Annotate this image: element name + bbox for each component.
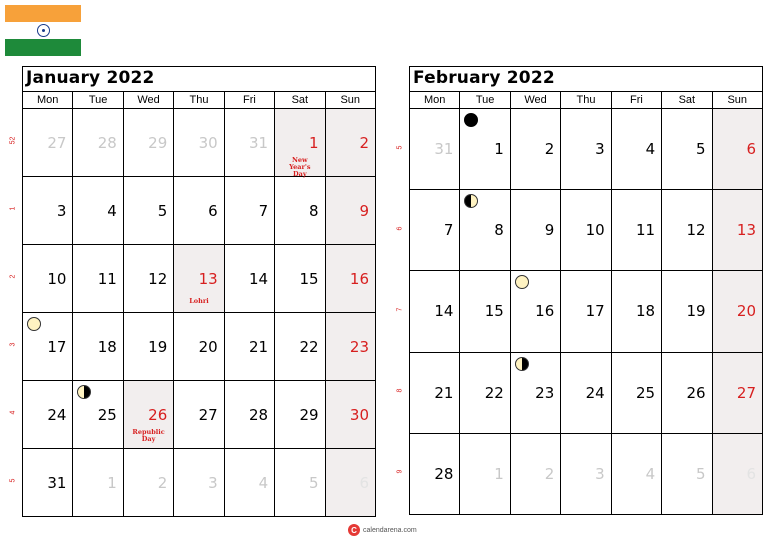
day-number: 21: [434, 383, 454, 402]
calendarena-logo-icon: C: [348, 524, 360, 536]
day-cell[interactable]: [561, 190, 611, 271]
day-number: 4: [258, 473, 269, 492]
day-number: 13: [198, 269, 218, 288]
week-number: 4: [9, 410, 17, 415]
day-number: 1: [494, 140, 504, 159]
day-number: 16: [535, 302, 555, 321]
day-number: 17: [585, 302, 605, 321]
day-cell[interactable]: [174, 177, 224, 245]
day-number: 3: [595, 140, 605, 159]
day-cell[interactable]: [662, 271, 712, 352]
day-cell[interactable]: [174, 109, 224, 177]
month-grid: [22, 91, 376, 517]
full-moon-icon: [515, 275, 529, 289]
day-number: 1: [107, 473, 117, 492]
day-number: 19: [686, 302, 706, 321]
day-cell[interactable]: [561, 271, 611, 352]
day-cell[interactable]: [123, 313, 173, 381]
day-cell[interactable]: [510, 109, 560, 190]
day-cell[interactable]: [611, 433, 661, 514]
day-cell[interactable]: [224, 245, 274, 313]
week-number: 5: [396, 145, 404, 150]
day-number: 2: [544, 464, 555, 483]
week-row: [410, 109, 763, 190]
week-number: 9: [396, 469, 404, 474]
day-cell[interactable]: [712, 109, 762, 190]
day-number: 7: [258, 201, 269, 220]
day-number: 21: [249, 337, 269, 356]
day-number: 14: [249, 269, 269, 288]
day-cell[interactable]: [611, 190, 661, 271]
day-cell[interactable]: [561, 109, 611, 190]
day-cell[interactable]: [73, 177, 123, 245]
day-number: 2: [157, 473, 168, 492]
weekday-header: Wed: [123, 92, 173, 109]
day-cell[interactable]: [410, 109, 460, 190]
day-number: 15: [484, 302, 504, 321]
day-cell[interactable]: [73, 245, 123, 313]
day-cell[interactable]: [174, 449, 224, 517]
day-number: 8: [494, 221, 504, 240]
day-number: 15: [299, 269, 319, 288]
month-title-bar: [409, 66, 763, 91]
day-cell[interactable]: [123, 245, 173, 313]
day-cell[interactable]: [410, 271, 460, 352]
week-number: 7: [396, 307, 404, 312]
day-number: 4: [645, 140, 656, 159]
day-cell[interactable]: [510, 433, 560, 514]
day-number: 6: [359, 473, 369, 492]
day-number: 29: [299, 405, 319, 424]
day-number: 28: [434, 464, 454, 483]
day-cell[interactable]: [224, 177, 274, 245]
weekday-header: Wed: [510, 92, 560, 109]
day-number: 1: [494, 464, 504, 483]
day-cell[interactable]: [23, 109, 73, 177]
day-number: 6: [746, 140, 756, 159]
flag-green-band: [5, 39, 81, 56]
day-cell[interactable]: [460, 190, 510, 271]
weekday-header: Tue: [460, 92, 510, 109]
india-flag: [5, 5, 81, 56]
month-title: February 2022: [413, 68, 555, 88]
day-number: 2: [359, 133, 369, 152]
day-number: 27: [47, 133, 67, 152]
ashoka-chakra-icon: [37, 24, 50, 37]
last-moon-icon: [77, 385, 91, 399]
weekday-header: Sat: [275, 92, 325, 109]
day-cell[interactable]: [460, 352, 510, 433]
first-moon-icon: [464, 194, 478, 208]
day-number: 29: [148, 133, 168, 152]
day-cell[interactable]: [275, 109, 325, 177]
day-cell[interactable]: [325, 313, 375, 381]
day-cell[interactable]: [611, 352, 661, 433]
day-number: 12: [686, 221, 706, 240]
day-number: 3: [595, 464, 605, 483]
week-row: [410, 352, 763, 433]
new-moon-icon: [464, 113, 478, 127]
day-number: 23: [535, 383, 555, 402]
day-number: 1: [308, 133, 319, 152]
day-number: 20: [736, 302, 756, 321]
day-cell[interactable]: [224, 381, 274, 449]
flag-saffron-band: [5, 5, 81, 22]
week-row: [23, 381, 376, 449]
week-number: 5: [9, 478, 17, 483]
weekday-header: Sat: [662, 92, 712, 109]
footer-site: calendarena.com: [363, 526, 417, 534]
day-cell[interactable]: [123, 177, 173, 245]
day-number: 9: [544, 221, 555, 240]
day-cell[interactable]: [224, 313, 274, 381]
weekday-header: Mon: [410, 92, 460, 109]
day-cell[interactable]: [174, 381, 224, 449]
weekday-header: Thu: [174, 92, 224, 109]
day-cell[interactable]: [662, 433, 712, 514]
week-row: [23, 109, 376, 177]
week-row: [410, 433, 763, 514]
day-cell[interactable]: [23, 449, 73, 517]
day-cell[interactable]: [410, 352, 460, 433]
day-cell[interactable]: [73, 449, 123, 517]
day-number: 17: [47, 337, 67, 356]
day-cell[interactable]: [611, 109, 661, 190]
weekday-header: Sun: [325, 92, 375, 109]
day-cell[interactable]: [23, 313, 73, 381]
day-cell[interactable]: [123, 381, 173, 449]
weekday-header: Mon: [23, 92, 73, 109]
calendar-january: [22, 66, 376, 517]
day-cell[interactable]: [510, 352, 560, 433]
week-number: 2: [9, 274, 17, 279]
day-number: 12: [148, 269, 168, 288]
day-cell[interactable]: [561, 352, 611, 433]
day-cell[interactable]: [510, 190, 560, 271]
day-number: 4: [107, 201, 117, 220]
day-cell[interactable]: [325, 177, 375, 245]
week-row: [410, 190, 763, 271]
day-number: 27: [736, 383, 756, 402]
day-number: 6: [208, 201, 218, 220]
day-number: 3: [56, 201, 67, 220]
day-number: 5: [695, 464, 706, 483]
day-number: 27: [198, 405, 218, 424]
day-number: 26: [148, 405, 168, 424]
week-row: [410, 271, 763, 352]
day-number: 22: [299, 337, 319, 356]
week-number: 6: [396, 226, 404, 231]
day-cell[interactable]: [224, 449, 274, 517]
day-cell[interactable]: [460, 433, 510, 514]
footer-brand[interactable]: [348, 524, 417, 536]
day-number: 13: [736, 221, 756, 240]
full-moon-icon: [27, 317, 41, 331]
day-cell[interactable]: [23, 177, 73, 245]
day-number: 20: [198, 337, 218, 356]
day-number: 6: [746, 464, 756, 483]
day-number: 28: [97, 133, 117, 152]
day-cell[interactable]: [73, 313, 123, 381]
day-cell[interactable]: [325, 109, 375, 177]
day-cell[interactable]: [224, 109, 274, 177]
flag-white-band: [5, 22, 81, 39]
day-cell[interactable]: [123, 109, 173, 177]
day-cell[interactable]: [275, 449, 325, 517]
day-number: 2: [544, 140, 555, 159]
month-grid: [409, 91, 763, 515]
day-cell[interactable]: [662, 190, 712, 271]
day-number: 18: [636, 302, 656, 321]
day-number: 23: [349, 337, 369, 356]
month-title: January 2022: [26, 68, 155, 88]
day-number: 28: [249, 405, 269, 424]
day-cell[interactable]: [410, 433, 460, 514]
day-number: 19: [148, 337, 168, 356]
day-cell[interactable]: [325, 449, 375, 517]
weekday-header: Tue: [73, 92, 123, 109]
day-number: 30: [198, 133, 218, 152]
weekday-header: Fri: [224, 92, 274, 109]
weekday-header: Thu: [561, 92, 611, 109]
week-number: 1: [9, 206, 17, 211]
day-number: 5: [308, 473, 319, 492]
week-row: [23, 313, 376, 381]
week-row: [23, 177, 376, 245]
day-cell[interactable]: [275, 245, 325, 313]
day-cell[interactable]: [123, 449, 173, 517]
day-number: 25: [636, 383, 656, 402]
day-cell[interactable]: [561, 433, 611, 514]
day-cell[interactable]: [325, 381, 375, 449]
week-number: 52: [9, 136, 17, 145]
day-cell[interactable]: [23, 245, 73, 313]
day-number: 25: [97, 405, 117, 424]
day-cell[interactable]: [325, 245, 375, 313]
day-number: 5: [157, 201, 168, 220]
week-number: 3: [9, 342, 17, 347]
week-number: 8: [396, 388, 404, 393]
day-number: 3: [208, 473, 218, 492]
day-number: 24: [47, 405, 67, 424]
day-number: 7: [443, 221, 454, 240]
day-number: 9: [359, 201, 369, 220]
day-cell[interactable]: [460, 109, 510, 190]
day-number: 5: [695, 140, 706, 159]
day-number: 24: [585, 383, 605, 402]
day-number: 22: [484, 383, 504, 402]
day-cell[interactable]: [73, 381, 123, 449]
day-number: 11: [97, 269, 117, 288]
day-cell[interactable]: [275, 313, 325, 381]
holiday-label: Republic Day: [132, 428, 165, 443]
day-cell[interactable]: [73, 109, 123, 177]
day-cell[interactable]: [174, 245, 224, 313]
month-title-bar: [22, 66, 376, 91]
day-cell[interactable]: [275, 381, 325, 449]
holiday-label: New Year's Day: [289, 156, 311, 178]
day-number: 11: [636, 221, 656, 240]
day-number: 18: [97, 337, 117, 356]
last-moon-icon: [515, 357, 529, 371]
weekday-header: Fri: [611, 92, 661, 109]
week-row: [23, 449, 376, 517]
day-number: 30: [349, 405, 369, 424]
day-cell[interactable]: [510, 271, 560, 352]
day-cell[interactable]: [712, 352, 762, 433]
day-number: 14: [434, 302, 454, 321]
day-cell[interactable]: [174, 313, 224, 381]
day-cell[interactable]: [611, 271, 661, 352]
day-cell[interactable]: [410, 190, 460, 271]
day-cell[interactable]: [712, 271, 762, 352]
holiday-label: Lohri: [189, 297, 209, 305]
calendar-february: [409, 66, 763, 515]
day-number: 31: [434, 140, 454, 159]
day-number: 31: [47, 473, 67, 492]
weekday-header: Sun: [712, 92, 762, 109]
day-cell[interactable]: [662, 109, 712, 190]
day-number: 10: [47, 269, 67, 288]
day-number: 10: [585, 221, 605, 240]
day-cell[interactable]: [662, 352, 712, 433]
day-number: 4: [645, 464, 656, 483]
day-number: 16: [349, 269, 369, 288]
day-cell[interactable]: [460, 271, 510, 352]
day-number: 31: [249, 133, 269, 152]
day-cell[interactable]: [23, 381, 73, 449]
day-cell[interactable]: [712, 190, 762, 271]
week-row: [23, 245, 376, 313]
day-cell[interactable]: [275, 177, 325, 245]
day-cell[interactable]: [712, 433, 762, 514]
day-number: 26: [686, 383, 706, 402]
day-number: 8: [308, 201, 319, 220]
